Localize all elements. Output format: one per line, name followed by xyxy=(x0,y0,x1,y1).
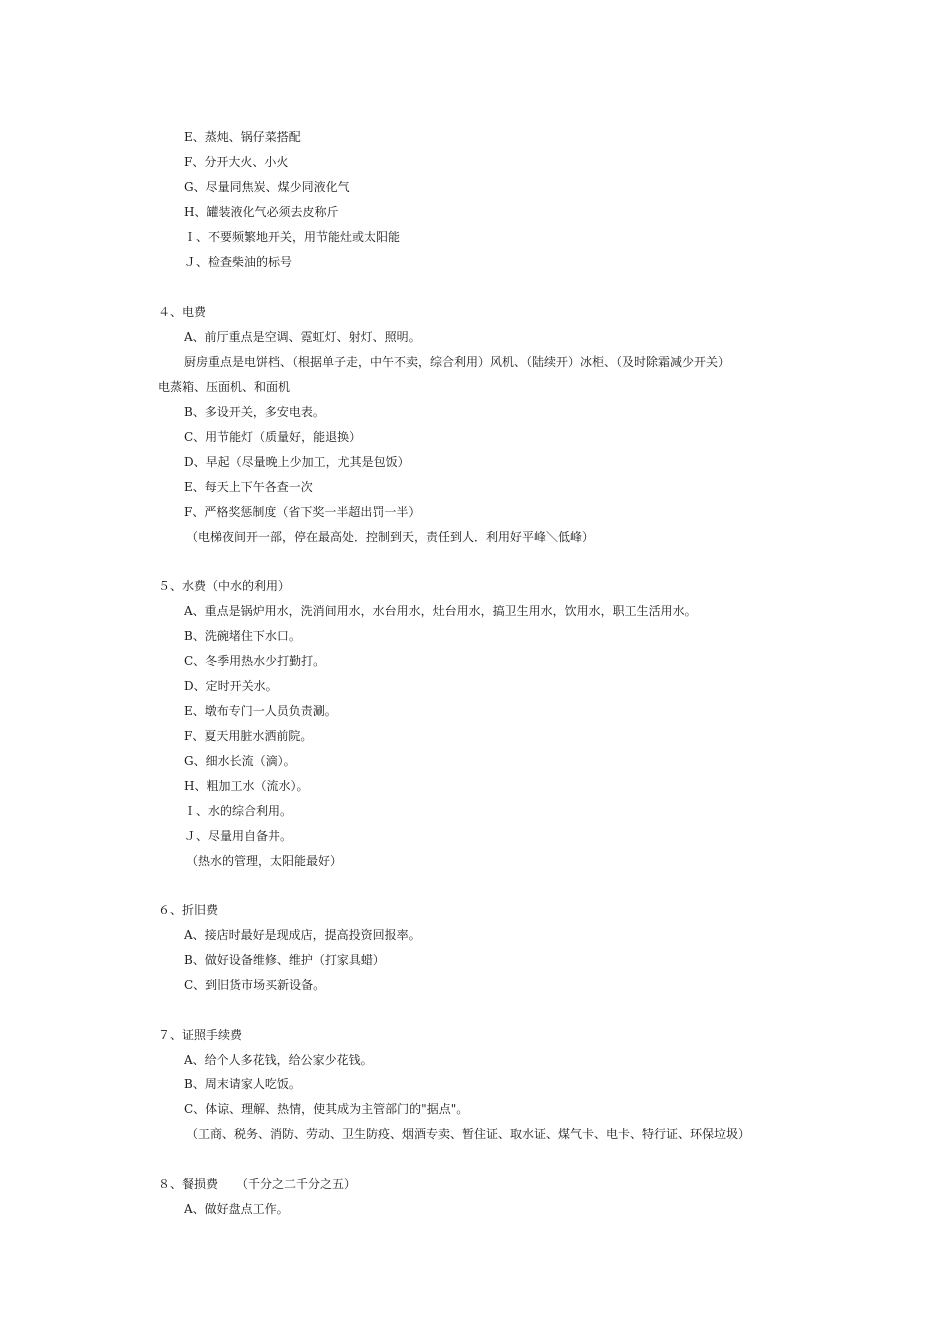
list-item-4a-continuation: 电蒸箱、压面机、和面机 xyxy=(158,380,291,394)
list-item-3h: H、罐装液化气必须去皮称斤 xyxy=(184,205,339,219)
list-item-4a-kitchen: 厨房重点是电饼档、（根据单子走，中午不卖，综合利用）风机、（陆续开）冰柜、（及时除霜减少开关） xyxy=(184,355,731,369)
list-item-4c: C、用节能灯（质量好，能退换） xyxy=(184,430,362,444)
section-heading-license-fees: ７、证照手续费 xyxy=(158,1028,243,1042)
note-departments: （工商、税务、消防、劳动、卫生防疫、烟酒专卖、暂住证、取水证、煤气卡、电卡、特行证、环保垃圾） xyxy=(186,1127,751,1141)
list-item-5h: H、粗加工水（流水）。 xyxy=(184,779,309,793)
list-item-6b: B、做好设备维修、维护（打家具蜡） xyxy=(184,953,385,967)
list-item-5g: G、细水长流（滴）。 xyxy=(184,754,296,768)
list-item-4f: F、严格奖惩制度（省下奖一半超出罚一半） xyxy=(184,505,421,519)
list-item-8a: A、做好盘点工作。 xyxy=(184,1202,289,1216)
note-hot-water: （热水的管理，太阳能最好） xyxy=(186,854,343,868)
list-item-7c: C、体谅、理解、热情，使其成为主管部门的"据点"。 xyxy=(184,1102,469,1116)
list-item-4b: B、多设开关，多安电表。 xyxy=(184,405,325,419)
list-item-5a: A、重点是锅炉用水，洗消间用水，水台用水，灶台用水，搞卫生用水，饮用水，职工生活用水。 xyxy=(184,604,697,618)
section-heading-water: ５、水费（中水的利用） xyxy=(158,579,291,593)
list-item-7a: A、给个人多花钱，给公家少花钱。 xyxy=(184,1053,373,1067)
section-heading-depreciation: ６、折旧费 xyxy=(158,903,219,917)
list-item-5e: E、墩布专门一人员负责涮。 xyxy=(184,704,337,718)
list-item-6a: A、接店时最好是现成店，提高投资回报率。 xyxy=(184,928,421,942)
list-item-6c: C、到旧货市场买新设备。 xyxy=(184,978,326,992)
list-item-5f: F、夏天用脏水洒前院。 xyxy=(184,729,313,743)
list-item-4a: A、前厅重点是空调、霓虹灯、射灯、照明。 xyxy=(184,330,421,344)
list-item-5b: B、洗碗堵住下水口。 xyxy=(184,629,301,643)
section-heading-tableware-loss: ８、餐损费 （千分之二千分之五） xyxy=(158,1177,357,1191)
list-item-5d: D、定时开关水。 xyxy=(184,679,278,693)
list-item-4e: E、每天上下午各查一次 xyxy=(184,480,313,494)
list-item-3e: E、蒸炖、锅仔菜搭配 xyxy=(184,130,301,144)
list-item-3j: Ｊ、检查柴油的标号 xyxy=(184,255,293,269)
list-item-3f: F、分开大火、小火 xyxy=(184,155,289,169)
list-item-5j: Ｊ、尽量用自备井。 xyxy=(184,829,293,843)
section-heading-electricity: ４、电费 xyxy=(158,305,207,319)
list-item-5i: Ｉ、水的综合利用。 xyxy=(184,804,293,818)
list-item-4d: D、早起（尽量晚上少加工，尤其是包饭） xyxy=(184,455,410,469)
list-item-5c: C、冬季用热水少打勤打。 xyxy=(184,654,326,668)
note-elevator: （电梯夜间开一部，停在最高处．控制到天，责任到人．利用好平峰＼低峰） xyxy=(186,530,595,544)
list-item-7b: B、周末请家人吃饭。 xyxy=(184,1077,301,1091)
list-item-3i: Ｉ、不要频繁地开关，用节能灶或太阳能 xyxy=(184,230,401,244)
list-item-3g: G、尽量同焦炭、煤少同液化气 xyxy=(184,180,350,194)
